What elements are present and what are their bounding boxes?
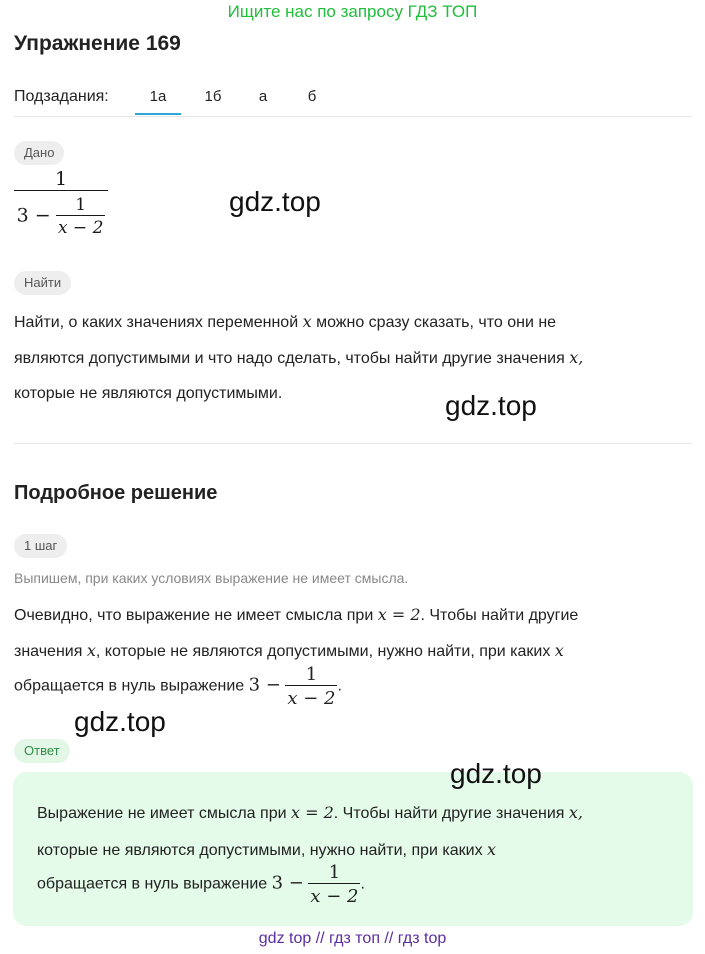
- step-chip: 1 шаг: [14, 534, 67, 558]
- find-text: можно сразу сказать, что они не: [316, 314, 557, 331]
- given-expression: [14, 168, 108, 238]
- tab-1b[interactable]: 1б: [204, 88, 222, 105]
- find-line-2: [14, 340, 694, 377]
- solution-text: .: [337, 677, 342, 695]
- solution-line-1: [14, 597, 694, 634]
- watermark: gdz.top: [229, 186, 321, 217]
- solution-text: , которые не являются допустимыми, нужно найти, при каких: [95, 643, 551, 660]
- page-title: Упражнение 169: [14, 32, 181, 55]
- solution-heading: Подробное решение: [14, 482, 218, 504]
- tab-b[interactable]: б: [307, 88, 317, 105]
- answer-math: 3 −: [271, 872, 304, 894]
- answer-line-1: [37, 795, 687, 832]
- given-den-prefix: 3 −: [16, 204, 51, 227]
- footer-links[interactable]: gdz top // гдз топ // гдз top: [258, 930, 447, 947]
- solution-var: x: [554, 641, 564, 660]
- answer-var: x: [487, 840, 497, 859]
- active-tab-indicator: [135, 113, 181, 115]
- given-inner-numerator: 1: [75, 195, 87, 215]
- watermark: gdz.top: [445, 390, 537, 421]
- tab-a[interactable]: а: [258, 88, 268, 105]
- section-divider: [14, 443, 692, 444]
- answer-var: x,: [568, 803, 583, 822]
- find-var: x,: [569, 348, 584, 367]
- step-hint: Выпишем, при каких условиях выражение не имеет смысла.: [14, 570, 409, 586]
- solution-text: обращается в нуль выражение: [14, 677, 245, 695]
- solution-fraction-num: 1: [305, 664, 318, 685]
- find-chip: Найти: [14, 271, 71, 295]
- answer-text: .: [360, 875, 365, 893]
- find-line-3: которые не являются допустимыми.: [14, 385, 283, 402]
- find-line-1: [14, 304, 694, 341]
- solution-math: x = 2: [377, 605, 421, 624]
- answer-fraction-den: x − 2: [308, 883, 360, 907]
- tab-1a[interactable]: 1а: [149, 88, 167, 105]
- solution-math: 3 −: [248, 674, 281, 696]
- answer-text: Выражение не имеет смысла при: [37, 805, 287, 822]
- solution-fraction-den: x − 2: [285, 685, 337, 709]
- solution-var: x: [86, 641, 96, 660]
- find-var: x: [302, 312, 312, 331]
- answer-line-3: [37, 862, 365, 907]
- answer-fraction-num: 1: [328, 862, 341, 883]
- answer-text: обращается в нуль выражение: [37, 875, 268, 893]
- solution-text: значения: [14, 643, 83, 660]
- search-banner: Ищите нас по запросу ГДЗ ТОП: [227, 2, 478, 21]
- tabs-divider: [14, 116, 692, 117]
- solution-text: . Чтобы найти другие: [420, 607, 579, 624]
- solution-line-3: [14, 664, 342, 709]
- find-text: являются допустимыми и что надо сделать, чтобы найти другие значения: [14, 350, 565, 367]
- answer-text: . Чтобы найти другие значения: [333, 805, 565, 822]
- answer-math: x = 2: [290, 803, 334, 822]
- subtasks-label: Подзадания:: [14, 88, 109, 105]
- given-inner-denominator: x − 2: [56, 215, 105, 238]
- watermark: gdz.top: [450, 758, 542, 789]
- given-chip: Дано: [14, 141, 64, 165]
- given-numerator: 1: [54, 168, 68, 190]
- watermark: gdz.top: [74, 706, 166, 737]
- answer-text: которые не являются допустимыми, нужно найти, при каких: [37, 842, 483, 859]
- answer-chip: Ответ: [14, 739, 70, 763]
- find-text: Найти, о каких значениях переменной: [14, 314, 299, 331]
- solution-text: Очевидно, что выражение не имеет смысла при: [14, 607, 374, 624]
